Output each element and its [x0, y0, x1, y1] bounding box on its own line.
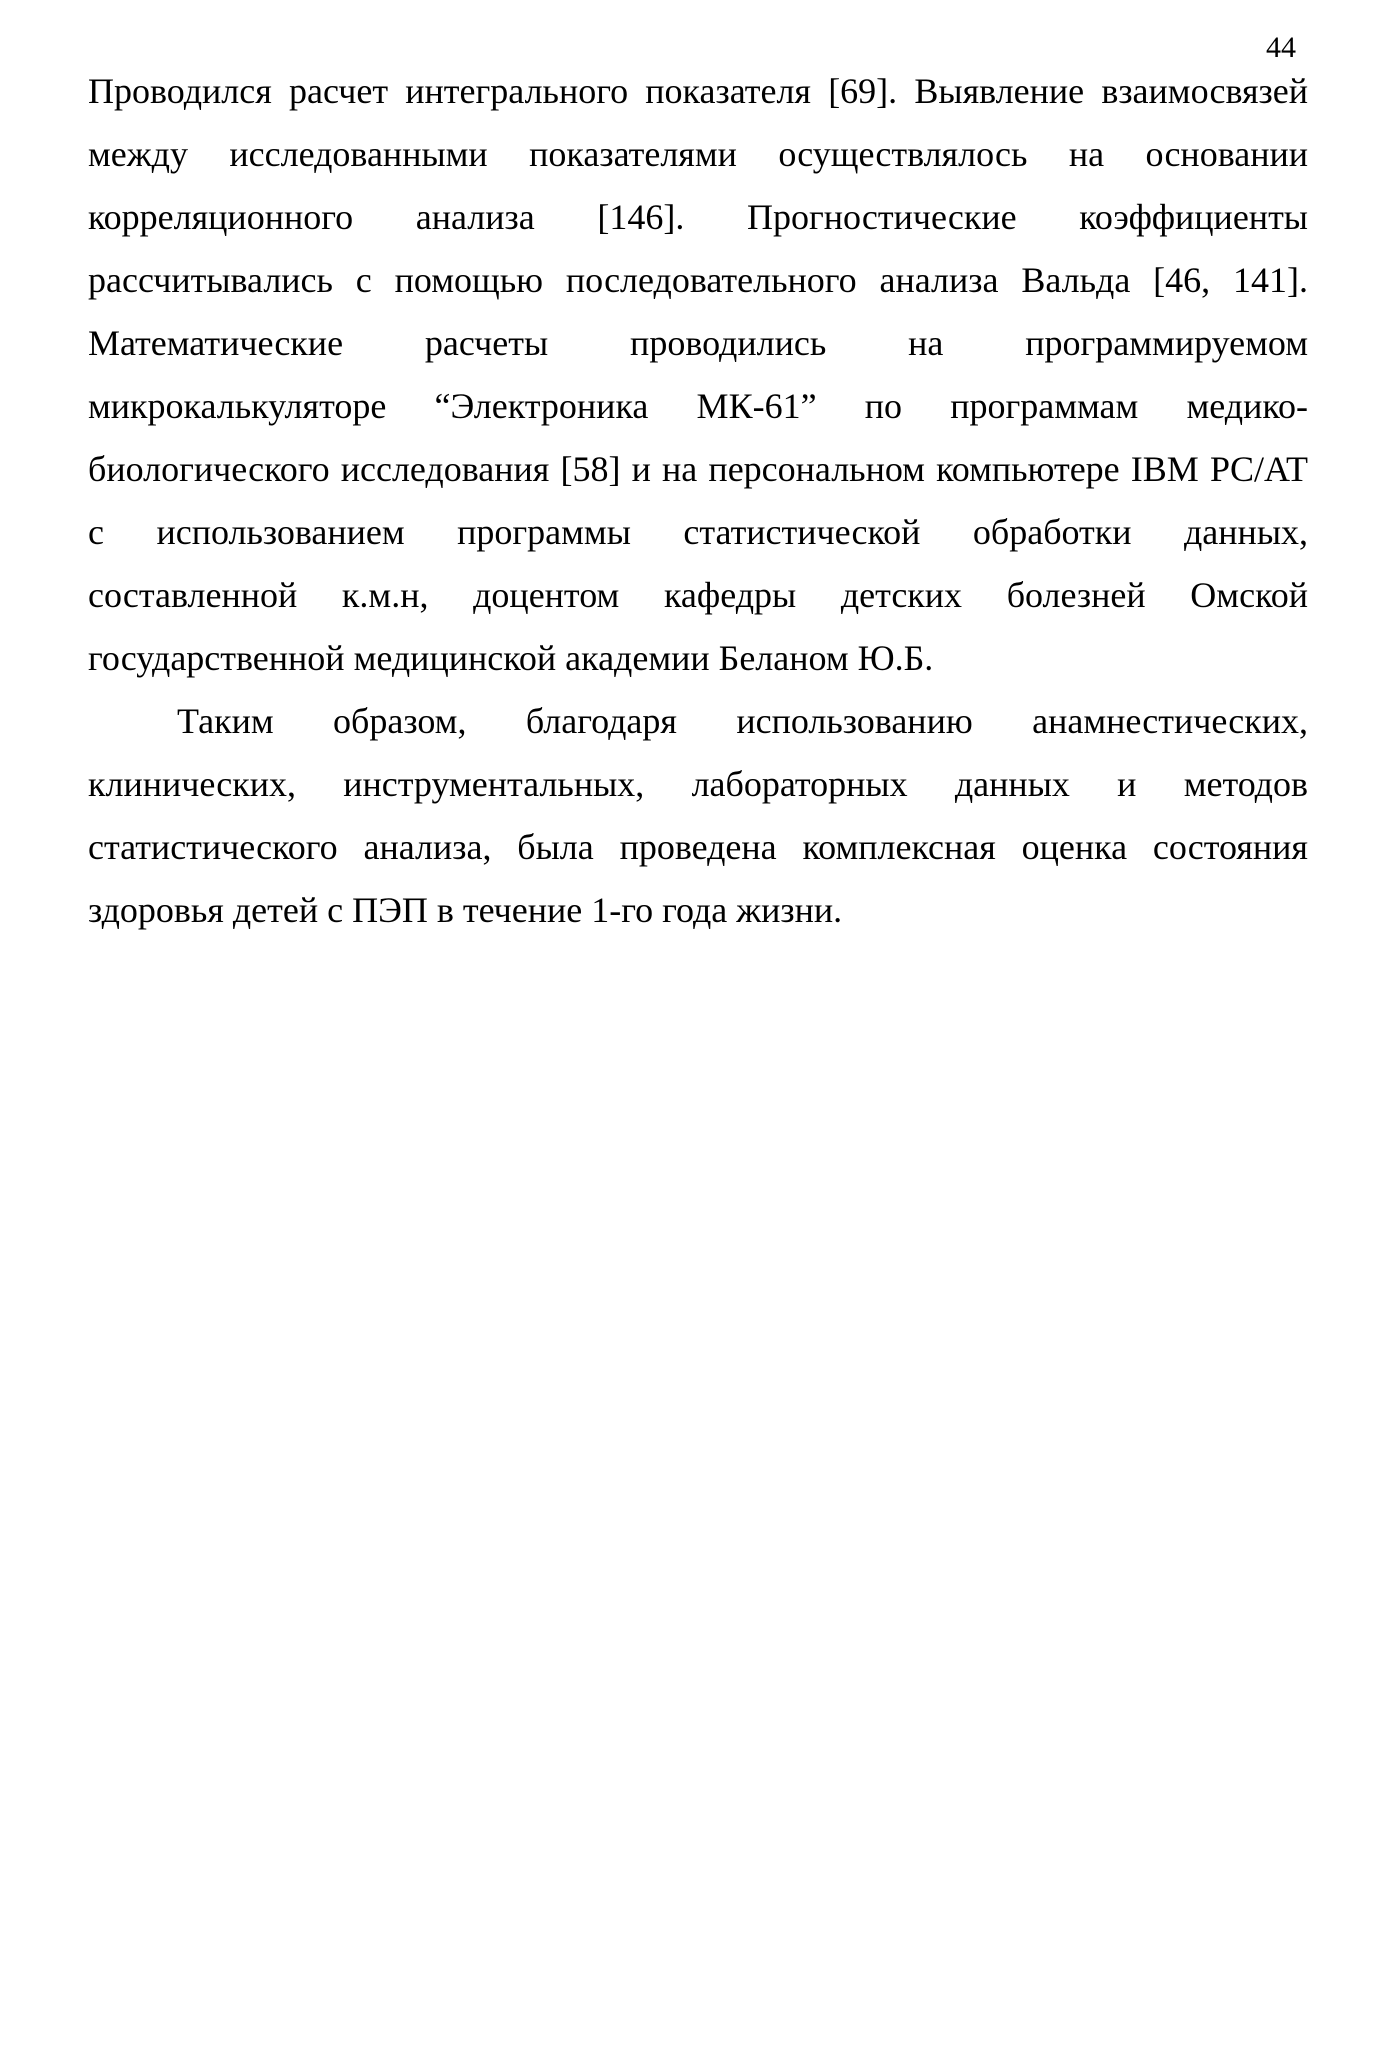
- document-body: [88, 60, 1308, 942]
- paragraph-conclusion: Таким образом, благодаря использованию анамнестических, клинических, инструментальных, лабораторных данных и методов статистического анализа, была проведена комплексная оценка состояния здоровья детей с ПЭП в течение 1-го года жизни.: [88, 701, 1308, 930]
- page-number: 44: [1266, 31, 1296, 64]
- paragraph-methods: Проводился расчет интегрального показателя [69]. Выявление взаимосвязей между исследованными показателями осуществлялось на основании корреляционного анализа [146]. Прогностические коэффициенты рассчитывались с помощью последовательного анализа Вальда [46, 141]. Математические расчеты проводились на программируемом микрокалькуляторе “Электроника МК-61” по программам медико-биологического исследования [58] и на персональном компьютере IBM PC/AT с использованием программы статистической обработки данных, составленной к.м.н, доцентом кафедры детских болезней Омской государственной медицинской академии Беланом Ю.Б.: [88, 71, 1308, 678]
